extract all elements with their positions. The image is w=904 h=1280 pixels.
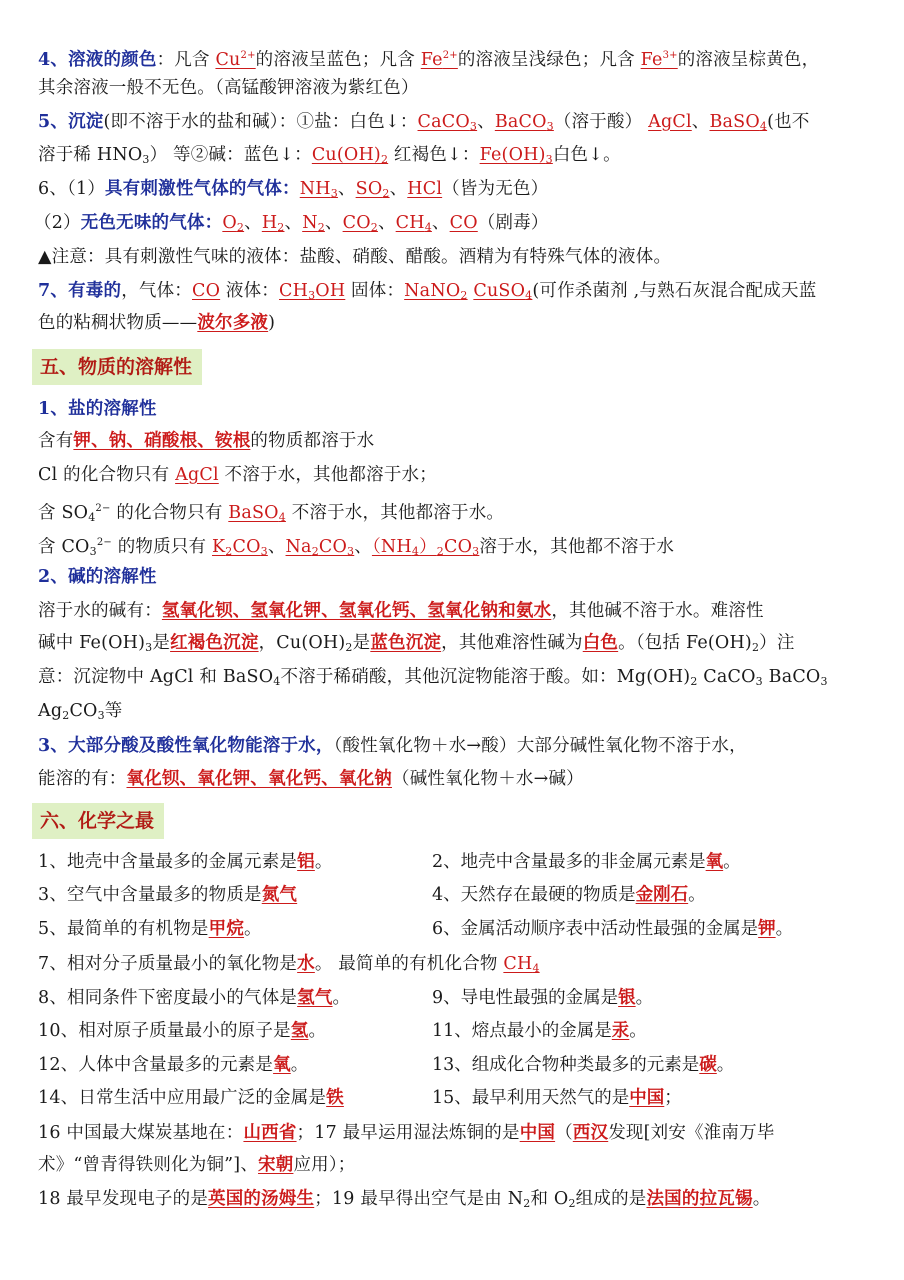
formula-n2 (302, 213, 325, 233)
text: 溶于水，其他都不溶于水 (479, 537, 675, 557)
text: 是 (352, 633, 371, 653)
text: BaCO (762, 667, 821, 687)
salt-line-4 (38, 530, 674, 565)
red-brown-precipitate: 红褐色沉淀 (170, 633, 259, 653)
item-title: 沉淀 (68, 112, 104, 132)
formula-ch4 (503, 954, 539, 974)
ion-charge: 2− (95, 503, 111, 514)
subscript: 4 (532, 962, 540, 975)
text: 18 最早发现电子的是 (38, 1189, 209, 1209)
formula: BaSO (709, 112, 760, 132)
formula-ch3oh (279, 281, 345, 301)
text: 。 (752, 1189, 771, 1209)
text: CaCO (697, 667, 756, 687)
section-heading-solubility: 五、物质的溶解性 (32, 349, 202, 385)
formula-agcl: AgCl (648, 112, 692, 132)
text: 。 最简单的有机化合物 (314, 954, 504, 974)
answer: 中国 (629, 1088, 665, 1108)
text: 5、最简单的有机物是 (38, 919, 209, 939)
answer: 铝 (297, 852, 315, 872)
text: 意：沉淀物中 AgCl 和 BaSO (38, 667, 274, 687)
subscript: 3 (89, 545, 97, 558)
text: ）注 (759, 633, 795, 653)
formula-nh3 (300, 179, 338, 199)
answer: 银 (618, 988, 636, 1008)
separator: 、 (267, 537, 286, 557)
text: 等 (104, 701, 123, 721)
answer: 西汉 (572, 1123, 609, 1143)
formula: BaCO (494, 112, 547, 132)
text: Cl 的化合物只有 (38, 465, 176, 485)
sub-number: （2） (34, 213, 81, 233)
formula-co: CO (449, 213, 478, 233)
item-number: 4、 (38, 50, 69, 70)
subscript: 3 (472, 545, 480, 558)
formula-baco3 (495, 112, 554, 132)
text: 。 (244, 919, 262, 939)
subscript: 3 (469, 120, 478, 133)
formula-nh4-2co3 (372, 537, 479, 557)
formula-agcl: AgCl (175, 465, 219, 485)
text: 9、导电性最强的金属是 (432, 988, 619, 1008)
subscript: 4 (759, 120, 768, 133)
item-title: 具有刺激性气体的气体 (105, 179, 283, 199)
answer: 金刚石 (635, 885, 689, 905)
precipitate-line-1 (38, 109, 810, 140)
formula-so2 (356, 179, 390, 199)
text: 1、地壳中含量最多的金属元素是 (38, 852, 298, 872)
acid-line-2 (38, 766, 584, 792)
text: 16 中国最大煤炭基地在： (38, 1123, 244, 1143)
text: （ (555, 1123, 573, 1143)
superlative-3 (38, 882, 297, 908)
separator: 、 (691, 112, 710, 132)
formula: BaSO (228, 503, 279, 523)
text: 。 (775, 919, 794, 939)
text: ；19 最早得出空气是由 N (314, 1189, 524, 1209)
gas-line-1 (38, 176, 548, 207)
text: 白色↓。 (552, 145, 621, 165)
note: （皆为无色） (442, 179, 549, 199)
bordeaux-mixture: 波尔多液 (197, 313, 269, 333)
text: 发现[刘安《淮南万毕 (608, 1123, 775, 1143)
text: 是 (152, 633, 171, 653)
answer: 中国 (519, 1123, 556, 1143)
subscript: 4 (525, 289, 533, 302)
superlative-1 (38, 849, 333, 875)
blue-precipitate: 蓝色沉淀 (370, 633, 442, 653)
superlative-18-19 (38, 1186, 770, 1217)
formula: CaCO (417, 112, 470, 132)
text: 。 (723, 852, 741, 872)
subscript: 4 (278, 511, 286, 524)
text: 3、空气中含量最多的物质是 (38, 885, 262, 905)
subscript: 2 (317, 221, 325, 234)
answer: 法国的拉瓦锡 (646, 1189, 753, 1209)
subscript: 3 (97, 709, 105, 722)
soluble-oxides: 氧化钡、氧化钾、氧化钙、氧化钠 (126, 769, 392, 789)
subscript: 3 (330, 187, 338, 200)
formula: CO (318, 537, 348, 557)
superlative-11 (432, 1018, 647, 1044)
item-title: 溶液的颜色 (68, 50, 157, 70)
ion-symbol: Cu (215, 50, 241, 70)
text: (也不 (767, 112, 810, 132)
subheading-base-solubility: 2、碱的溶解性 (38, 567, 157, 587)
text: 应用）； (293, 1155, 356, 1175)
text: 。（包括 Fe(OH) (618, 633, 752, 653)
formula: NH (299, 179, 331, 199)
formula: CuSO (473, 281, 526, 301)
text: 含 SO (38, 503, 89, 523)
text: 的化合物只有 (110, 503, 229, 523)
answer: 氧 (273, 1055, 291, 1075)
superlative-8 (38, 985, 350, 1011)
ion-cu (215, 50, 255, 70)
subscript: 2 (382, 187, 390, 200)
text: ，Cu(OH) (258, 633, 346, 653)
text: ） 等②碱：蓝色↓： (149, 145, 312, 165)
colon: ： (282, 179, 300, 199)
subscript: 3 (145, 641, 153, 654)
ion-symbol: Fe (640, 50, 663, 70)
subscript: 4 (424, 221, 432, 234)
subheading-acid-solubility: 3、大部分酸及酸性氧化物能溶于水， (38, 736, 334, 756)
formula: O (222, 213, 237, 233)
text: 含有 (38, 431, 74, 451)
formula: OH (315, 281, 346, 301)
salt-line-1 (38, 428, 374, 454)
text: 碱中 Fe(OH) (38, 633, 146, 653)
subscript: 3 (545, 153, 553, 166)
subscript: 3 (546, 120, 554, 133)
text: ，其他难溶性碱为 (441, 633, 583, 653)
text: 组成的是 (575, 1189, 647, 1209)
superlative-10 (38, 1018, 326, 1044)
subscript: 2 (568, 1197, 576, 1210)
formula: CH (279, 281, 309, 301)
subscript: 2 (690, 675, 698, 688)
formula-feoh3 (480, 145, 553, 165)
formula-na2co3 (286, 537, 355, 557)
superlative-12 (38, 1052, 308, 1078)
text: 的溶液呈棕黄色， (677, 50, 820, 70)
separator: 、 (337, 179, 356, 199)
formula: N (302, 213, 318, 233)
subscript: 2 (311, 545, 319, 558)
text: 不溶于水，其他都溶于水。 (285, 503, 505, 523)
item-number: 7、 (38, 281, 69, 301)
formula: CO (342, 213, 371, 233)
formula-k2co3 (212, 537, 268, 557)
colon: ： (204, 213, 223, 233)
salt-line-3 (38, 496, 504, 531)
subscript: 4 (88, 511, 96, 524)
superlative-2 (432, 849, 741, 875)
subscript: 3 (308, 289, 316, 302)
separator: 、 (389, 179, 408, 199)
base-line-4 (38, 698, 123, 729)
superlative-5 (38, 916, 262, 942)
text: ，气体： (121, 281, 192, 301)
formula: Cu(OH) (311, 145, 381, 165)
answer: 氮气 (261, 885, 298, 905)
ion-charge: 2+ (240, 50, 256, 61)
text: 。 (332, 988, 351, 1008)
acid-line-1 (38, 733, 747, 759)
sub-number: （1） (67, 179, 106, 199)
formula: CH (503, 954, 533, 974)
text: 。 (716, 1055, 735, 1075)
text: 的物质只有 (111, 537, 212, 557)
text: 13、组成化合物种类最多的元素是 (432, 1055, 700, 1075)
answer: 碳 (699, 1055, 717, 1075)
text: 和 O (530, 1189, 569, 1209)
answer: 氧 (705, 852, 724, 872)
subscript: 3 (347, 545, 355, 558)
text: 4、天然存在最硬的物质是 (432, 885, 636, 905)
subscript: 3 (755, 675, 763, 688)
ion-charge: 2+ (442, 50, 458, 61)
separator: 、 (354, 537, 372, 557)
item-title: 有毒的 (68, 281, 122, 301)
text: 含 CO (38, 537, 90, 557)
text: （溶于酸） (553, 112, 649, 132)
subscript: 2 (345, 641, 353, 654)
text: ； (664, 1088, 682, 1108)
subscript: 3 (142, 153, 150, 166)
text: 2、地壳中含量最多的非金属元素是 (432, 852, 706, 872)
separator: 、 (377, 213, 396, 233)
formula: ） (419, 537, 437, 557)
formula: CH (395, 213, 425, 233)
formula-cuoh2 (312, 145, 388, 165)
superlative-4 (432, 882, 706, 908)
text: 的溶液呈蓝色；凡含 (255, 50, 421, 70)
text: 固体： (345, 281, 405, 301)
subheading-salt-solubility: 1、盐的溶解性 (38, 399, 157, 419)
formula-baso4 (709, 112, 767, 132)
base-line-1 (38, 598, 764, 624)
toxic-line-2 (38, 310, 275, 336)
separator: 、 (477, 112, 495, 132)
formula-nano2 (404, 281, 467, 301)
text: 12、人体中含量最多的元素是 (38, 1055, 274, 1075)
separator: 、 (324, 213, 343, 233)
note: （剧毒） (477, 213, 549, 233)
text: 10、相对原子质量最小的原子是 (38, 1021, 291, 1041)
answer: 水 (297, 954, 315, 974)
soluble-bases: 氢氧化钡、氢氧化钾、氢氧化钙、氢氧化钠和氨水 (161, 601, 552, 621)
toxic-line-1 (38, 278, 816, 309)
white-color: 白色 (582, 633, 619, 653)
subscript: 2 (236, 221, 245, 234)
item-number: 6、 (38, 179, 68, 199)
ion-fe3 (641, 50, 678, 70)
text: Ag (38, 701, 63, 721)
answer: 氢 (290, 1021, 309, 1041)
text: ；17 最早运用湿法炼铜的是 (296, 1123, 520, 1143)
text: 色的粘稠状物质—— (38, 313, 198, 333)
superlative-14 (38, 1085, 344, 1111)
formula: SO (355, 179, 383, 199)
formula: K (212, 537, 226, 557)
subscript: 2 (225, 545, 233, 558)
formula-baso4 (228, 503, 286, 523)
superlative-15 (432, 1085, 682, 1111)
superlative-13 (432, 1052, 734, 1078)
solution-color-line-1 (38, 43, 819, 73)
text: 11、熔点最小的金属是 (432, 1021, 612, 1041)
answer: 甲烷 (208, 919, 245, 939)
text: 6、金属活动顺序表中活动性最强的金属是 (432, 919, 759, 939)
text: CO (69, 701, 98, 721)
superlative-16-17-line-1 (38, 1120, 775, 1146)
text: 术》“曾青得铁则化为铜”]、 (38, 1155, 259, 1175)
item-title: 无色无味的气体 (80, 213, 205, 233)
subscript: 2 (436, 545, 444, 558)
text: 。 (290, 1055, 309, 1075)
text: 不溶于稀硝酸，其他沉淀物能溶于酸。如：Mg(OH) (280, 667, 691, 687)
superlative-6 (432, 916, 793, 942)
formula-co: CO (192, 281, 221, 301)
subscript: 2 (751, 641, 760, 654)
text: 能溶的有： (38, 769, 127, 789)
base-line-2 (38, 630, 795, 661)
formula-h2 (262, 213, 285, 233)
subscript: 2 (460, 289, 468, 302)
text: ) (268, 313, 276, 333)
superlative-7 (38, 951, 540, 982)
text: 红褐色↓： (388, 145, 480, 165)
formula-hcl: HCl (407, 179, 443, 199)
base-line-3 (38, 664, 828, 695)
soluble-ions: 钾、钠、硝酸根、铵根 (73, 431, 251, 451)
subscript: 2 (380, 153, 389, 166)
text: 。 (635, 988, 654, 1008)
text: 不溶于水，其他都溶于水； (218, 465, 437, 485)
text: (可作杀菌剂 ,与熟石灰混合配成天蓝 (532, 281, 817, 301)
formula: CO (232, 537, 261, 557)
formula: Na (285, 537, 312, 557)
text: (即不溶于水的盐和碱）：①盐：白色↓： (103, 112, 418, 132)
text: 7、相对分子质量最小的氧化物是 (38, 954, 298, 974)
item-number: 5、 (38, 112, 69, 132)
answer: 氢气 (297, 988, 333, 1008)
superlative-16-17-line-2 (38, 1152, 356, 1178)
text: （碱性氧化物＋水→碱） (392, 769, 584, 789)
formula: H (261, 213, 278, 233)
formula: Fe(OH) (479, 145, 546, 165)
answer: 铁 (326, 1088, 344, 1108)
superlative-9 (432, 985, 653, 1011)
subscript: 2 (62, 709, 70, 722)
subscript: 4 (273, 675, 281, 688)
text: 8、相同条件下密度最小的气体是 (38, 988, 298, 1008)
ion-symbol: Fe (420, 50, 443, 70)
text: ：凡含 (156, 50, 216, 70)
formula-co2 (343, 213, 378, 233)
text: 14、日常生活中应用最广泛的金属是 (38, 1088, 327, 1108)
subscript: 4 (411, 545, 420, 558)
text: 。 (308, 1021, 327, 1041)
separator: 、 (284, 213, 303, 233)
ion-charge: 2− (96, 537, 112, 548)
subscript: 2 (277, 221, 285, 234)
ion-fe2 (421, 50, 458, 70)
subscript: 3 (820, 675, 828, 688)
text: 15、最早利用天然气的是 (432, 1088, 630, 1108)
separator: 、 (431, 213, 450, 233)
answer: 汞 (611, 1021, 630, 1041)
warning-line: ▲注意：具有刺激性气味的液体：盐酸、硝酸、醋酸。酒精为有特殊气体的液体。 (38, 247, 672, 267)
formula-o2 (222, 213, 244, 233)
separator: 、 (244, 213, 262, 233)
text: 的溶液呈浅绿色；凡含 (457, 50, 641, 70)
text: （酸性氧化物＋水→酸）大部分碱性氧化物不溶于水， (333, 736, 747, 756)
answer: 宋朝 (258, 1155, 294, 1175)
formula: NaNO (404, 281, 461, 301)
gas-line-2 (34, 210, 549, 241)
section-heading-chemistry-superlatives: 六、化学之最 (32, 803, 164, 839)
formula-caco3 (418, 112, 478, 132)
precipitate-line-2 (38, 142, 621, 173)
formula-cuso4 (473, 281, 532, 301)
answer: 英国的汤姆生 (208, 1189, 315, 1209)
subscript: 3 (260, 545, 268, 558)
subscript: 2 (370, 221, 378, 234)
solution-color-line-2: 其余溶液一般不无色。（高锰酸钾溶液为紫红色） (38, 78, 419, 98)
text: 。 (688, 885, 706, 905)
formula: CO (443, 537, 473, 557)
text: 液体： (220, 281, 280, 301)
answer: 山西省 (243, 1123, 297, 1143)
answer: 钾 (758, 919, 776, 939)
formula-ch4 (396, 213, 432, 233)
text: 溶于水的碱有： (38, 601, 162, 621)
text: 。 (629, 1021, 647, 1041)
ion-charge: 3+ (662, 50, 678, 61)
text: 的物质都溶于水 (250, 431, 375, 451)
salt-line-2 (38, 462, 437, 488)
text: 。 (314, 852, 333, 872)
subscript: 2 (523, 1197, 531, 1210)
text: ，其他碱不溶于水。难溶性 (551, 601, 764, 621)
text: 溶于稀 HNO (38, 145, 143, 165)
formula: （NH (371, 537, 412, 557)
